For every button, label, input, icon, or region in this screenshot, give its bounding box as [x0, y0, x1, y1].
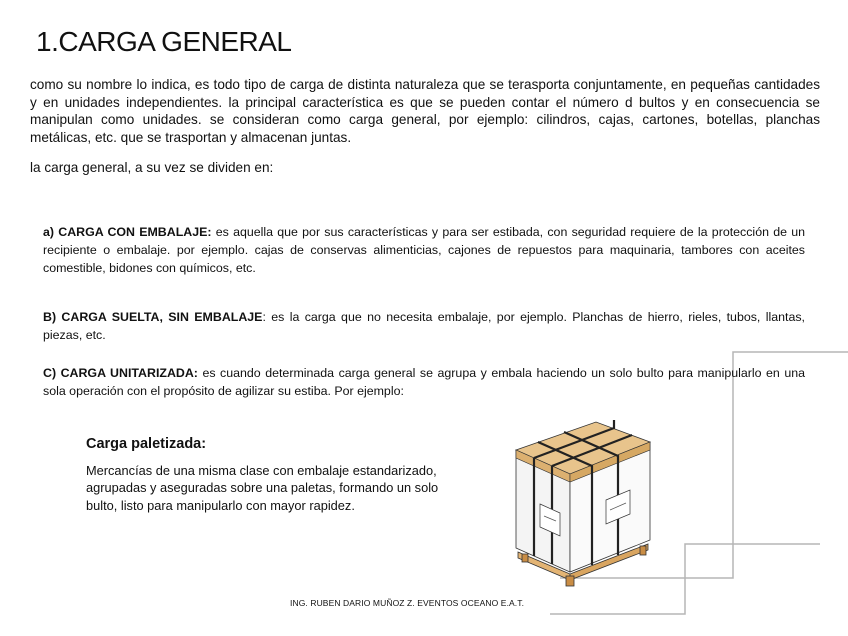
intro-paragraph: como su nombre lo indica, es todo tipo de carga de distinta naturaleza que se terasporta conjuntamente, en pequeñas cantidades y en unidades independientes. la principal característica es que se pueden contar el número d bultos y en consecuencia se manipulan como unidades. se consideran como carga general, por ejemplo: cilindros, cajas, cartones, botellas, planchas metálicas, etc. que se trasportan y almacenan juntas. [30, 77, 820, 145]
item-label: B) CARGA SUELTA, SIN EMBALAJE [43, 310, 263, 324]
subsection-text: Mercancías de una misma clase con embalaje estandarizado, agrupadas y aseguradas sobre una paletas, formando un solo bulto, listo para manipularlo con mayor rapidez. [86, 463, 439, 513]
item-carga-con-embalaje [43, 223, 805, 277]
intro-subheading: la carga general, a su vez se dividen en: [30, 160, 274, 175]
page-title: 1.CARGA GENERAL [36, 26, 292, 57]
item-carga-unitarizada [43, 364, 805, 400]
item-label: a) CARGA CON EMBALAJE: [43, 225, 212, 239]
subsection-title: Carga paletizada: [86, 436, 207, 452]
footer-credit: ING. RUBEN DARIO MUÑOZ Z. EVENTOS OCEANO E.A.T. [290, 598, 525, 608]
item-text: es aquella que por sus características y para ser estibada, con seguridad requiere de la protección de un recipiente o embalaje. por ejemplo. cajas de conservas alimenticias, cajones de repuestos para maquinaria, tambores con aceites comestible, bidones con químicos, etc. [43, 225, 806, 275]
item-text: : es la carga que no necesita embalaje, por ejemplo. Planchas de hierro, rieles, tubos, llantas, piezas, etc. [43, 310, 805, 342]
item-carga-suelta [43, 308, 805, 344]
palletized-crate-image [508, 420, 668, 590]
item-text: es cuando determinada carga general se agrupa y embala haciendo un solo bulto para manipularlo en una sola operación con el propósito de agilizar su estiba. Por ejemplo: [43, 366, 805, 398]
item-label: C) CARGA UNITARIZADA: [43, 366, 198, 380]
